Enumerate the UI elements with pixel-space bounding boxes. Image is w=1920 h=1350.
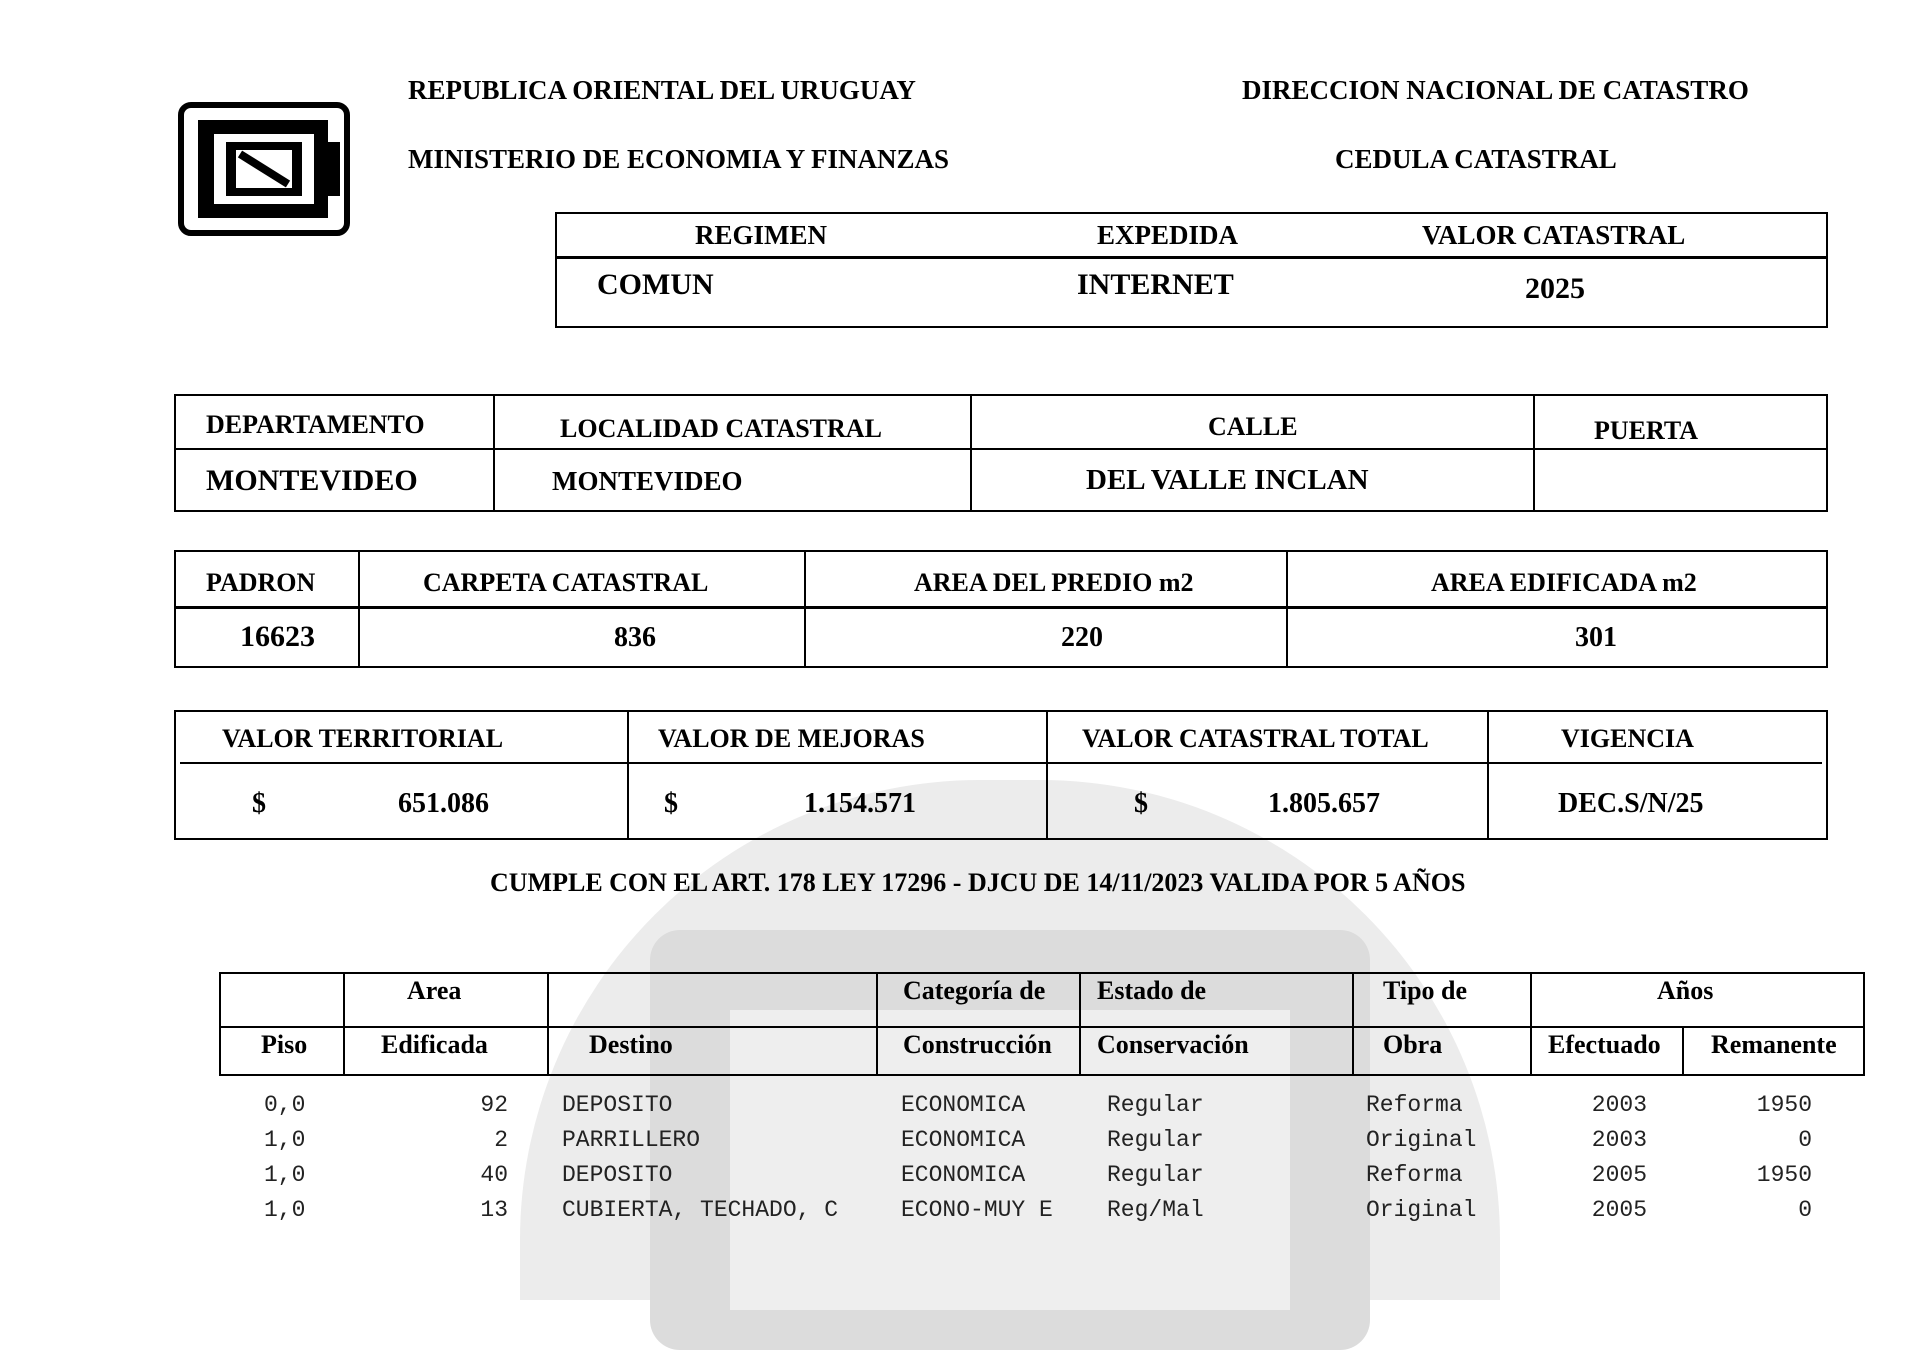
construction-table-header (219, 972, 1865, 1076)
valor-catastral-header: VALOR CATASTRAL (1422, 220, 1686, 250)
valor-territorial-header: VALOR TERRITORIAL (222, 724, 504, 753)
area-predio-header: AREA DEL PREDIO m2 (914, 568, 1194, 597)
cell-estado: Regular (1107, 1092, 1204, 1118)
cell-categoria: ECONO-MUY E (901, 1197, 1053, 1223)
cell-efectuado: 2005 (1591, 1197, 1647, 1223)
cell-tipo: Reforma (1366, 1092, 1463, 1118)
area-edificada-value: 301 (1575, 622, 1617, 653)
carpeta-value: 836 (614, 622, 656, 653)
valor-mejoras-header: VALOR DE MEJORAS (658, 724, 925, 753)
area-header-line1: Area (407, 976, 462, 1005)
categoria-header-line1: Categoría de (903, 976, 1046, 1005)
estado-header-line1: Estado de (1097, 976, 1207, 1005)
cell-piso: 1,0 (264, 1162, 306, 1188)
localidad-value: MONTEVIDEO (552, 466, 743, 496)
cell-area: 13 (480, 1197, 508, 1223)
cell-tipo: Original (1366, 1197, 1477, 1223)
expedida-header: EXPEDIDA (1097, 220, 1239, 250)
cell-remanente: 0 (1798, 1197, 1812, 1223)
localidad-header: LOCALIDAD CATASTRAL (560, 414, 882, 443)
cell-piso: 1,0 (264, 1197, 306, 1223)
header-direccion: DIRECCION NACIONAL DE CATASTRO (1242, 75, 1749, 105)
piso-header: Piso (261, 1030, 308, 1059)
cell-area: 2 (494, 1127, 508, 1153)
cell-estado: Reg/Mal (1107, 1197, 1204, 1223)
valor-mejoras-value: 1.154.571 (804, 788, 916, 819)
carpeta-header: CARPETA CATASTRAL (423, 568, 709, 597)
currency-territorial: $ (252, 788, 266, 819)
vigencia-header: VIGENCIA (1561, 724, 1694, 753)
vigencia-value: DEC.S/N/25 (1558, 788, 1704, 819)
puerta-header: PUERTA (1594, 416, 1699, 445)
valor-total-value: 1.805.657 (1268, 788, 1380, 819)
area-predio-value: 220 (1061, 622, 1103, 653)
cell-tipo: Original (1366, 1127, 1477, 1153)
currency-mejoras: $ (664, 788, 678, 819)
regimen-header: REGIMEN (695, 220, 828, 250)
valor-catastral-value: 2025 (1525, 272, 1585, 305)
cell-area: 40 (480, 1162, 508, 1188)
remanente-header: Remanente (1711, 1030, 1837, 1059)
expedida-value: INTERNET (1077, 268, 1234, 301)
area-edificada-header: AREA EDIFICADA m2 (1431, 568, 1697, 597)
cell-piso: 1,0 (264, 1127, 306, 1153)
cell-categoria: ECONOMICA (901, 1092, 1026, 1118)
valor-territorial-value: 651.086 (398, 788, 489, 819)
departamento-header: DEPARTAMENTO (206, 410, 425, 439)
cell-estado: Regular (1107, 1127, 1204, 1153)
calle-header: CALLE (1208, 412, 1298, 441)
header-republica: REPUBLICA ORIENTAL DEL URUGUAY (408, 75, 916, 105)
cell-remanente: 1950 (1756, 1162, 1812, 1188)
estado-header-line2: Conservación (1097, 1030, 1249, 1059)
cell-efectuado: 2003 (1591, 1092, 1647, 1118)
cell-remanente: 1950 (1756, 1092, 1812, 1118)
cell-efectuado: 2005 (1591, 1162, 1647, 1188)
padron-value: 16623 (240, 620, 315, 653)
cell-destino: CUBIERTA, TECHADO, C (562, 1197, 839, 1223)
padron-header: PADRON (206, 568, 316, 597)
destino-header: Destino (589, 1030, 673, 1059)
cell-tipo: Reforma (1366, 1162, 1463, 1188)
cell-categoria: ECONOMICA (901, 1127, 1026, 1153)
catastro-logo (178, 102, 350, 236)
padron-box (174, 550, 1828, 668)
area-header-line2: Edificada (381, 1030, 488, 1059)
cell-area: 92 (480, 1092, 508, 1118)
cell-remanente: 0 (1798, 1127, 1812, 1153)
categoria-header-line2: Construcción (903, 1030, 1052, 1059)
cell-piso: 0,0 (264, 1092, 306, 1118)
currency-total: $ (1134, 788, 1148, 819)
cell-destino: DEPOSITO (562, 1092, 673, 1118)
cell-destino: DEPOSITO (562, 1162, 673, 1188)
tipo-header-line2: Obra (1383, 1030, 1443, 1059)
cell-destino: PARRILLERO (562, 1127, 701, 1153)
cell-efectuado: 2003 (1591, 1127, 1647, 1153)
header-cedula: CEDULA CATASTRAL (1335, 144, 1617, 174)
efectuado-header: Efectuado (1548, 1030, 1661, 1059)
departamento-value: MONTEVIDEO (206, 464, 418, 497)
location-box (174, 394, 1828, 512)
valores-box (174, 710, 1828, 840)
regimen-box (555, 212, 1828, 328)
regimen-value: COMUN (597, 268, 714, 301)
calle-value: DEL VALLE INCLAN (1086, 464, 1369, 496)
tipo-header-line1: Tipo de (1383, 976, 1468, 1005)
cell-estado: Regular (1107, 1162, 1204, 1188)
compliance-notice: CUMPLE CON EL ART. 178 LEY 17296 - DJCU DE 14/11/2023 VALIDA POR 5 AÑOS (490, 868, 1466, 897)
valor-total-header: VALOR CATASTRAL TOTAL (1082, 724, 1429, 753)
cell-categoria: ECONOMICA (901, 1162, 1026, 1188)
anos-header: Años (1657, 976, 1714, 1005)
header-ministerio: MINISTERIO DE ECONOMIA Y FINANZAS (408, 144, 950, 174)
